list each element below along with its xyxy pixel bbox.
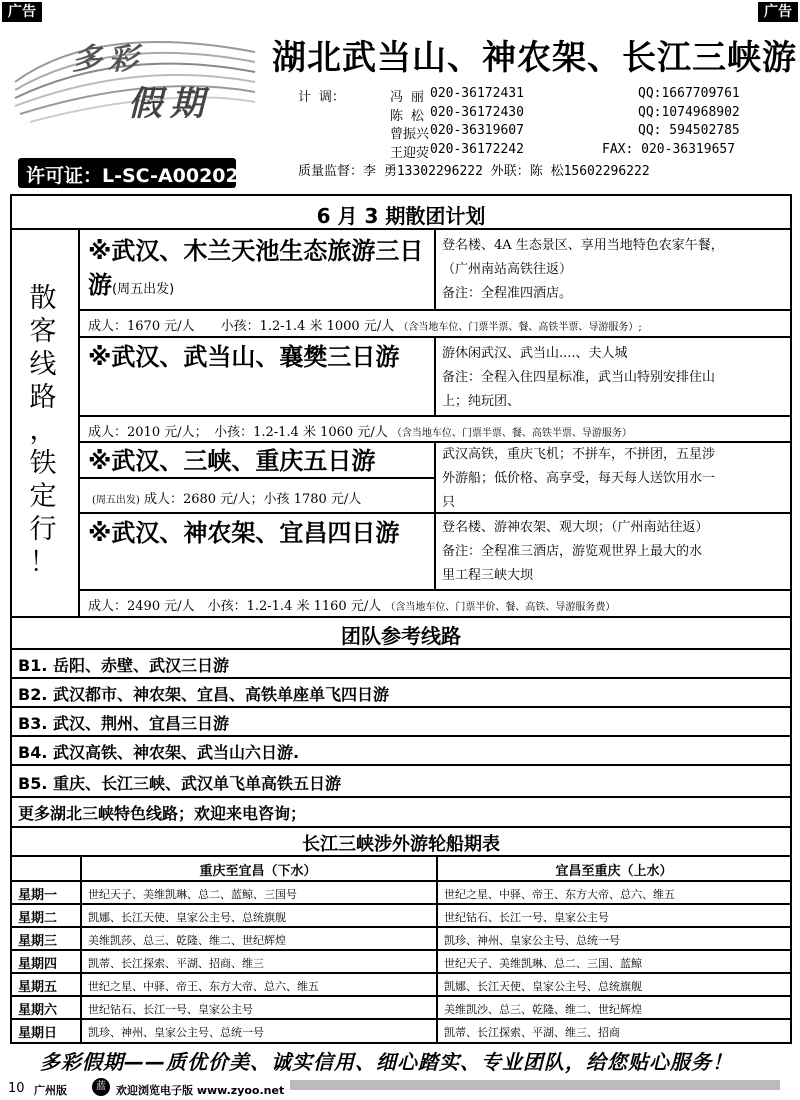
contact-qq: QQ:1074968902	[638, 104, 740, 120]
divider	[436, 855, 438, 1042]
route-title-text: ※武汉、武当山、襄樊三日游	[88, 343, 400, 371]
divider	[434, 228, 436, 309]
divider	[80, 855, 82, 1042]
contact-phone: 020-36172431	[430, 86, 524, 101]
route-desc	[442, 516, 788, 588]
more-routes: 更多湖北三峡特色线路；欢迎来电咨询；	[18, 804, 307, 823]
footer-bar	[290, 1080, 780, 1090]
side-char: 铁	[29, 448, 57, 479]
page-number: 10	[8, 1081, 25, 1096]
side-char: 散	[29, 283, 57, 314]
slogan: 多彩假期——质优价美、诚实信用、细心踏实、专业团队，给您贴心服务！	[40, 1050, 733, 1074]
contact-qq: QQ: 594502785	[638, 123, 740, 138]
ad-label-right: 广告	[758, 2, 798, 22]
route-price	[88, 595, 615, 614]
route-title-text: ※武汉、三峡、重庆五日游	[88, 447, 376, 475]
side-char: ！	[29, 547, 57, 578]
divider	[10, 677, 792, 679]
route-note: (周五出发)	[92, 495, 140, 506]
route-title-text: ※武汉、神农架、宜昌四日游	[88, 519, 400, 547]
route-title	[88, 340, 430, 374]
schedule-day: 星期四	[18, 957, 58, 972]
divider	[10, 1018, 792, 1020]
schedule-down-cell: 凯蒂、长江探索、平湖、招商、维三	[88, 957, 264, 970]
schedule-title: 长江三峡涉外游轮船期表	[302, 834, 500, 855]
side-char: 客	[29, 316, 57, 347]
desc-line: 备注：全程入住四星标准，武当山特别安排住山	[442, 370, 716, 385]
desc-line: 备注：全程准三酒店，游览观世界上最大的水	[442, 544, 703, 559]
schedule-day: 星期一	[18, 888, 58, 903]
contact-name: 曾振兴	[390, 127, 430, 142]
logo-text-bottom: 假期	[128, 84, 212, 124]
side-char: ，	[29, 415, 57, 446]
route-price	[92, 488, 361, 507]
price-text: 成人：2490 元/人 小孩：1.2-1.4 米 1160 元/人	[88, 599, 382, 614]
route-desc	[442, 443, 788, 515]
route-title	[88, 516, 430, 550]
contact-phone: 020-36172430	[430, 104, 524, 120]
schedule-up-cell: 世纪之星、中驿、帝王、东方大帝、总六、维五	[444, 888, 675, 901]
route-price	[88, 421, 632, 440]
route-title	[88, 444, 430, 478]
side-char: 线	[29, 349, 57, 380]
logo-text-top: 多彩	[72, 42, 144, 77]
team-route: B4. 武汉高铁、神农架、武当山六日游.	[18, 743, 300, 762]
route-title-text: ※武汉、木兰天池生态旅游三日游	[88, 237, 424, 299]
schedule-up-cell: 凯蒂、长江探索、平湖、维三、招商	[444, 1026, 620, 1039]
ad-label-left: 广告	[2, 2, 42, 22]
plan-title: 6 月 3 期散团计划	[316, 204, 486, 228]
desc-line: 登名楼、4A 生态景区、享用当地特色农家午餐，	[442, 238, 724, 253]
desc-line: 只	[442, 495, 456, 510]
team-route: B1. 岳阳、赤壁、武汉三日游	[18, 656, 229, 675]
schedule-up-cell: 世纪钻石、长江一号、皇家公主号	[444, 911, 609, 924]
side-slogan	[18, 282, 68, 579]
schedule-col-up: 宜昌至重庆（上水）	[555, 864, 673, 879]
desc-line: 上；纯玩团、	[442, 394, 521, 409]
desc-line: 外游船；低价格、高享受，每天每人送饮用水一	[442, 471, 716, 486]
schedule-day: 星期二	[18, 911, 58, 926]
divider	[10, 735, 792, 737]
schedule-col-down: 重庆至宜昌（下水）	[199, 864, 317, 879]
schedule-day: 星期五	[18, 980, 58, 995]
schedule-up-cell: 凯珍、神州、皇家公主号、总统一号	[444, 934, 620, 947]
page-title: 湖北武当山、神农架、长江三峡游	[272, 38, 797, 78]
desc-line: 备注：全程准四酒店。	[442, 286, 573, 301]
plan-label: 计 调：	[298, 90, 345, 105]
schedule-down-cell: 凯娜、长江天使、皇家公主号、总统旗舰	[88, 911, 286, 924]
contact-phone: 020-36172242	[430, 141, 524, 157]
price-text: 成人：1670 元/人 小孩：1.2-1.4 米 1000 元/人	[88, 319, 395, 334]
desc-line: 游休闲武汉、武当山....、夫人城	[442, 346, 628, 361]
price-note: （含当地车位、门票半价、餐、高铁、导游服务费）	[385, 602, 616, 613]
route-price	[88, 315, 642, 334]
license-badge: 许可证：L-SC-A00202	[18, 158, 236, 188]
divider	[10, 796, 792, 798]
divider	[78, 589, 792, 591]
contact-fax: FAX: 020-36319657	[602, 141, 736, 157]
team-route: B2. 武汉都市、神农架、宜昌、高铁单座单飞四日游	[18, 685, 389, 704]
divider	[78, 309, 792, 311]
schedule-down-cell: 世纪天子、美维凯琳、总二、蓝鲸、三国号	[88, 888, 297, 901]
schedule-day: 星期三	[18, 934, 58, 949]
divider	[78, 415, 792, 417]
divider	[10, 949, 792, 951]
team-title: 团队参考线路	[341, 624, 461, 648]
schedule-down-cell: 世纪之星、中驿、帝王、东方大帝、总六、维五	[88, 980, 319, 993]
divider	[10, 926, 792, 928]
route-note: (周五出发)	[112, 282, 175, 297]
contact-name: 王迎荧	[390, 145, 430, 161]
side-char: 行	[29, 514, 57, 545]
desc-line: 武汉高铁，重庆飞机；不拼车，不拼团，五星涉	[442, 447, 716, 462]
edition-badge: 蓝	[92, 1078, 110, 1096]
schedule-up-cell: 世纪天子、美维凯琳、总二、三国、蓝鲸	[444, 957, 642, 970]
divider	[10, 764, 792, 766]
route-desc	[442, 234, 788, 306]
divider	[434, 336, 436, 415]
divider	[10, 972, 792, 974]
divider	[10, 880, 792, 882]
side-char: 路	[29, 382, 57, 413]
divider	[10, 706, 792, 708]
schedule-up-cell: 美维凯沙、总三、乾隆、维二、世纪辉煌	[444, 1003, 642, 1016]
desc-line: （广州南站高铁往返）	[442, 262, 573, 277]
schedule-down-cell: 美维凯莎、总三、乾隆、维二、世纪辉煌	[88, 934, 286, 947]
price-text: 成人：2010 元/人； 小孩：1.2-1.4 米 1060 元/人	[88, 425, 388, 440]
contact-qq: QQ:1667709761	[638, 86, 740, 101]
website-link[interactable]: 欢迎浏览电子版 www.zyoo.net	[116, 1084, 285, 1097]
divider	[10, 616, 792, 618]
schedule-down-cell: 凯珍、神州、皇家公主号、总统一号	[88, 1026, 264, 1039]
schedule-day: 星期日	[18, 1026, 58, 1041]
divider	[10, 903, 792, 905]
contact-block	[298, 86, 778, 179]
contact-name: 冯 丽	[390, 90, 424, 105]
desc-line: 里工程三峡大坝	[442, 568, 534, 583]
contact-phone: 020-36319607	[430, 123, 524, 138]
route-desc	[442, 342, 788, 414]
divider	[10, 826, 792, 828]
divider	[10, 995, 792, 997]
contact-name: 陈 松	[390, 108, 424, 124]
quality-supervision: 质量监督：李 勇13302296222 外联：陈 松15602296222	[298, 164, 650, 179]
schedule-up-cell: 凯娜、长江天使、皇家公主号、总统旗舰	[444, 980, 642, 993]
side-char: 定	[29, 481, 57, 512]
logo	[10, 22, 260, 130]
price-note: （含当地车位、门票半票、餐、高铁半票、导游服务）	[391, 428, 632, 439]
schedule-day: 星期六	[18, 1003, 58, 1018]
team-route: B5. 重庆、长江三峡、武汉单飞单高铁五日游	[18, 774, 341, 793]
edition-label: 广州版	[34, 1084, 67, 1097]
price-note: （含当地车位、门票半票、餐、高铁半票、导游服务）;	[398, 322, 642, 333]
price-text: 成人：2680 元/人；小孩 1780 元/人	[143, 492, 362, 507]
schedule-down-cell: 世纪钻石、长江一号、皇家公主号	[88, 1003, 253, 1016]
team-route: B3. 武汉、荆州、宜昌三日游	[18, 714, 229, 733]
divider	[78, 228, 80, 616]
divider	[434, 441, 436, 589]
page-footer	[0, 1076, 800, 1100]
route-title	[88, 234, 430, 307]
desc-line: 登名楼、游神农架、观大坝；（广州南站往返）	[442, 520, 709, 535]
